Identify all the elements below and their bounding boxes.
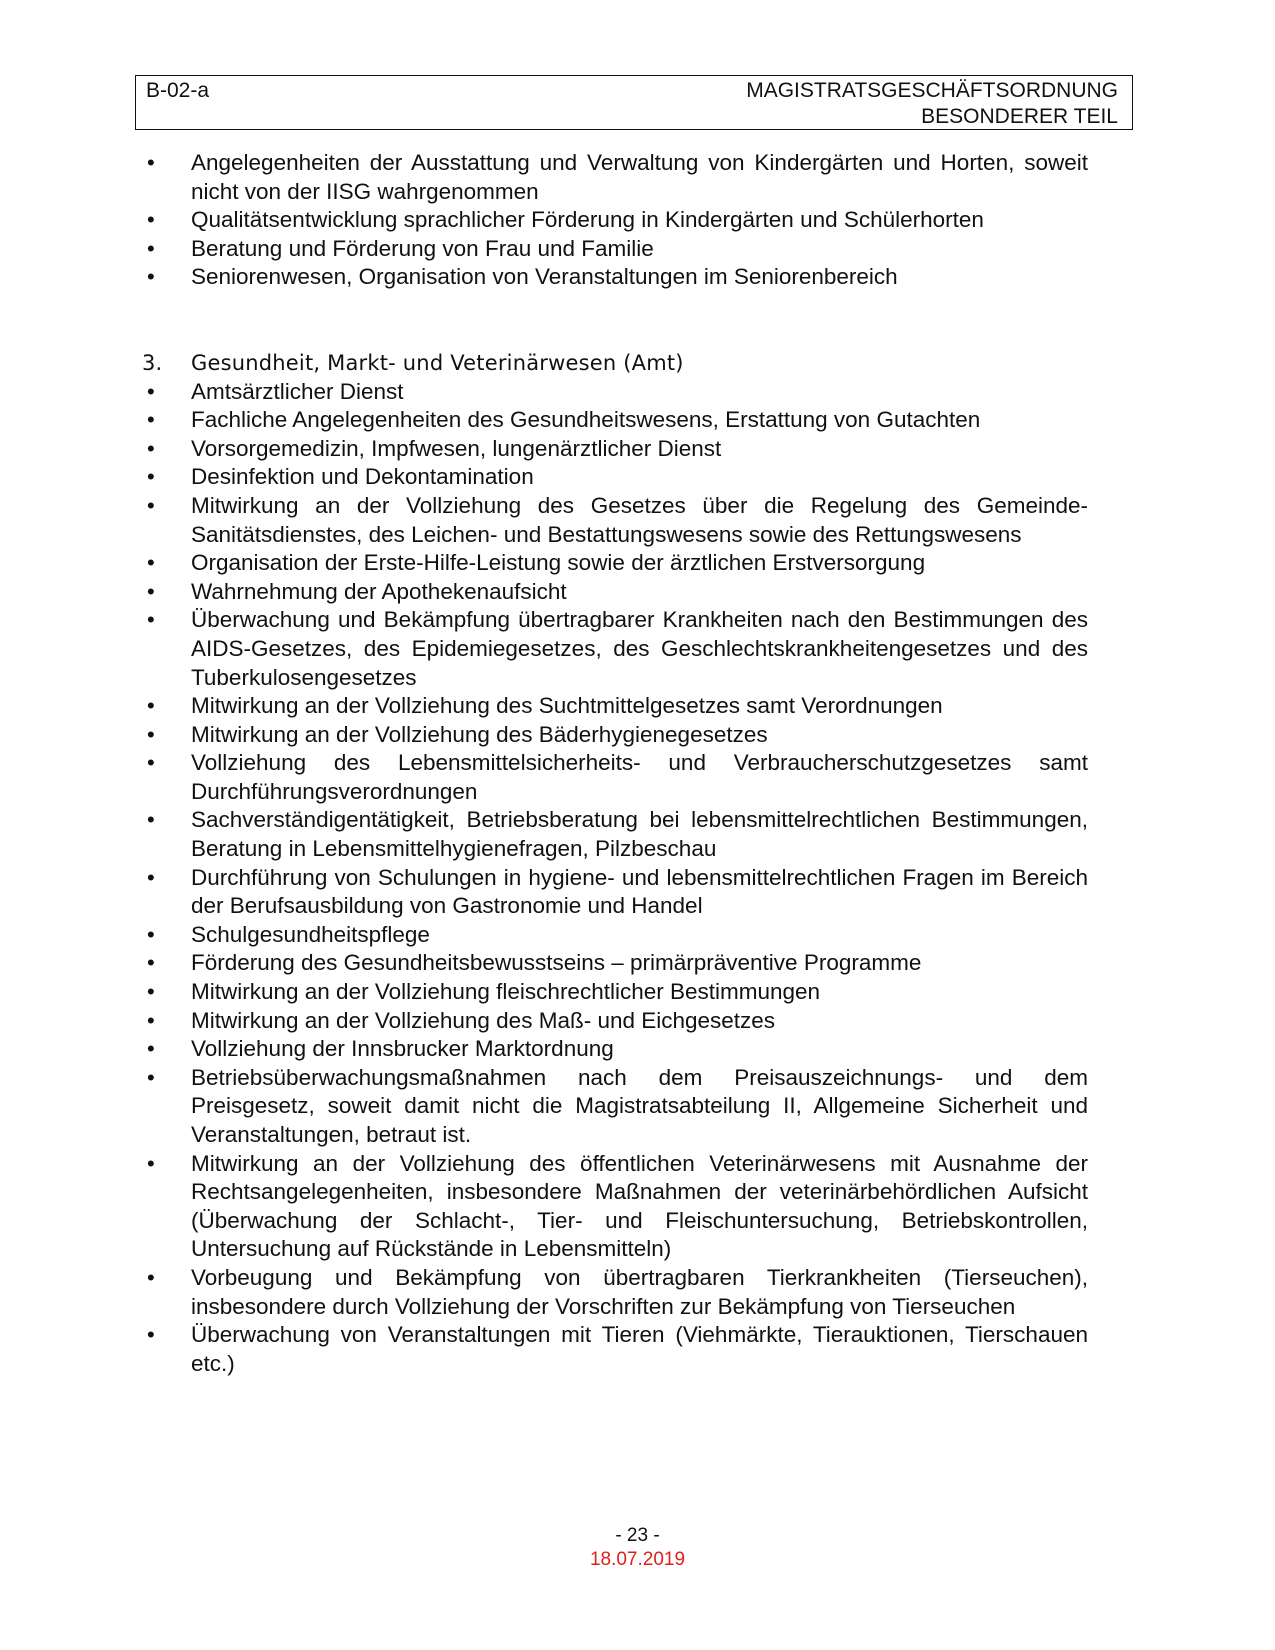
document-body	[142, 149, 1088, 1378]
document-code: B-02-a	[146, 79, 210, 102]
list-item: • Überwachung von Veranstaltungen mit Tieren (Viehmärkte, Tierauktionen, Tierschauen etc.)	[142, 1321, 1088, 1378]
section-number: 3.	[142, 350, 163, 375]
top-bullet-list	[142, 149, 1088, 292]
list-item: • Vollziehung der Innsbrucker Marktordnung	[142, 1035, 1088, 1064]
list-item: • Mitwirkung an der Vollziehung fleischrechtlicher Bestimmungen	[142, 978, 1088, 1007]
page-number: - 23 -	[615, 1525, 660, 1546]
list-item: • Förderung des Gesundheitsbewusstseins – primärpräventive Programme	[142, 949, 1088, 978]
list-item: • Vorsorgemedizin, Impfwesen, lungenärztlicher Dienst	[142, 435, 1088, 464]
list-item: • Desinfektion und Dekontamination	[142, 463, 1088, 492]
list-item: • Betriebsüberwachungsmaßnahmen nach dem Preisauszeichnungs- und dem Preisgesetz, soweit damit nicht die Magistratsabteilung II, Allgemeine Sicherheit und Veranstaltungen, betraut ist.	[142, 1064, 1088, 1150]
list-item: • Amtsärztlicher Dienst	[142, 378, 1088, 407]
section-bullet-list	[142, 378, 1088, 1379]
list-item: • Angelegenheiten der Ausstattung und Verwaltung von Kindergärten und Horten, soweit nicht von der IISG wahrgenommen	[142, 149, 1088, 206]
list-item: • Vollziehung des Lebensmittelsicherheits- und Verbraucherschutzgesetzes samt Durchführungsverordnungen	[142, 749, 1088, 806]
document-title-line-2: BESONDERER TEIL	[921, 105, 1118, 128]
list-item: • Mitwirkung an der Vollziehung des Bäderhygienegesetzes	[142, 721, 1088, 750]
section-heading	[142, 349, 1088, 378]
list-item: • Sachverständigentätigkeit, Betriebsberatung bei lebensmittelrechtlichen Bestimmungen, Beratung in Lebensmittelhygienefragen, Pilzbeschau	[142, 806, 1088, 863]
list-item: • Beratung und Förderung von Frau und Familie	[142, 235, 1088, 264]
list-item: • Mitwirkung an der Vollziehung des Maß- und Eichgesetzes	[142, 1007, 1088, 1036]
list-item: • Schulgesundheitspflege	[142, 921, 1088, 950]
list-item: • Fachliche Angelegenheiten des Gesundheitswesens, Erstattung von Gutachten	[142, 406, 1088, 435]
list-item: • Vorbeugung und Bekämpfung von übertragbaren Tierkrankheiten (Tierseuchen), insbesondere durch Vollziehung der Vorschriften zur Bekämpfung von Tierseuchen	[142, 1264, 1088, 1321]
list-item: • Seniorenwesen, Organisation von Veranstaltungen im Seniorenbereich	[142, 263, 1088, 292]
list-item: • Mitwirkung an der Vollziehung des Suchtmittelgesetzes samt Verordnungen	[142, 692, 1088, 721]
page-footer	[0, 1524, 1275, 1572]
section-title: Gesundheit, Markt- und Veterinärwesen (Amt)	[191, 350, 684, 375]
footer-date: 18.07.2019	[589, 1549, 686, 1570]
list-item: • Mitwirkung an der Vollziehung des Gesetzes über die Regelung des Gemeinde-Sanitätsdienstes, des Leichen- und Bestattungswesens sowie des Rettungswesens	[142, 492, 1088, 549]
list-item: • Qualitätsentwicklung sprachlicher Förderung in Kindergärten und Schülerhorten	[142, 206, 1088, 235]
page-header	[135, 75, 1133, 130]
list-item: • Überwachung und Bekämpfung übertragbarer Krankheiten nach den Bestimmungen des AIDS-Gesetzes, des Epidemiegesetzes, des Geschlechtskrankheitengesetzes und des Tuberkulosengesetzes	[142, 606, 1088, 692]
document-title	[746, 78, 1118, 130]
document-title-line-1: MAGISTRATSGESCHÄFTSORDNUNG	[746, 79, 1118, 102]
list-item: • Wahrnehmung der Apothekenaufsicht	[142, 578, 1088, 607]
list-item: • Durchführung von Schulungen in hygiene- und lebensmittelrechtlichen Fragen im Bereich der Berufsausbildung von Gastronomie und Handel	[142, 864, 1088, 921]
list-item: • Organisation der Erste-Hilfe-Leistung sowie der ärztlichen Erstversorgung	[142, 549, 1088, 578]
list-item: • Mitwirkung an der Vollziehung des öffentlichen Veterinärwesens mit Ausnahme der Rechtsangelegenheiten, insbesondere Maßnahmen der veterinärbehördlichen Aufsicht (Überwachung der Schlacht-, Tier- und Fleischuntersuchung, Betriebskontrollen, Untersuchung auf Rückstände in Lebensmitteln)	[142, 1150, 1088, 1264]
